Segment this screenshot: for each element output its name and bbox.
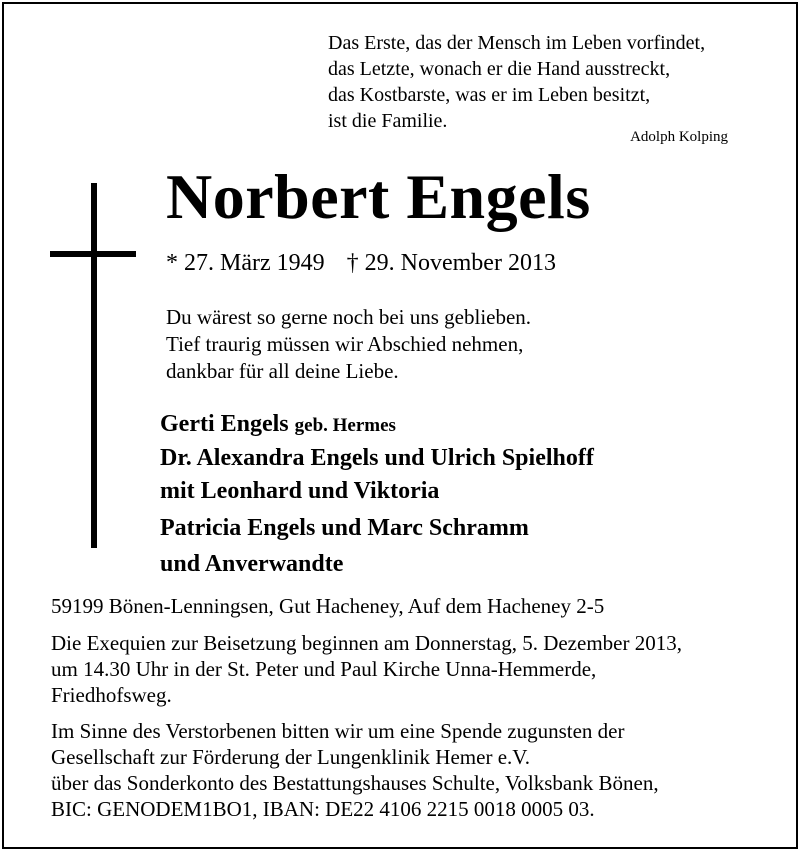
verse-line: dankbar für all deine Liebe. <box>166 359 399 383</box>
family-line: und Anverwandte <box>160 551 344 577</box>
address: 59199 Bönen-Lenningsen, Gut Hacheney, Auf dem Hacheney 2-5 <box>51 594 605 618</box>
cross-icon-horizontal <box>50 251 136 257</box>
donation-info-line: über das Sonderkonto des Bestattungshauses Schulte, Volksbank Bönen, <box>51 771 659 795</box>
family-line: Patricia Engels und Marc Schramm <box>160 515 529 541</box>
verse-line: Tief traurig müssen wir Abschied nehmen, <box>166 332 524 356</box>
cross-icon-vertical <box>91 183 97 548</box>
family-widow <box>160 408 594 442</box>
life-dates <box>166 250 556 277</box>
family-line: Dr. Alexandra Engels und Ulrich Spielhoff <box>160 445 594 471</box>
quote-line: Das Erste, das der Mensch im Leben vorfindet, <box>328 32 706 54</box>
donation-info-line: BIC: GENODEM1BO1, IBAN: DE22 4106 2215 0018 0005 03. <box>51 797 595 821</box>
quote-block <box>328 30 705 134</box>
funeral-info <box>51 630 682 708</box>
quote-author: Adolph Kolping <box>630 129 728 145</box>
widow-name: Gerti Engels <box>160 411 289 437</box>
funeral-info-line: um 14.30 Uhr in der St. Peter und Paul Kirche Unna-Hemmerde, <box>51 657 597 681</box>
mourning-verse <box>166 304 531 385</box>
donation-info-line: Gesellschaft zur Förderung der Lungenklinik Hemer e.V. <box>51 745 530 769</box>
widow-maiden-name: geb. Hermes <box>294 415 396 436</box>
funeral-info-line: Die Exequien zur Beisetzung beginnen am Donnerstag, 5. Dezember 2013, <box>51 631 682 655</box>
donation-info-line: Im Sinne des Verstorbenen bitten wir um eine Spende zugunsten der <box>51 719 625 743</box>
quote-line: ist die Familie. <box>328 110 448 132</box>
death-date: † 29. November 2013 <box>346 250 556 276</box>
quote-line: das Letzte, wonach er die Hand ausstreckt, <box>328 58 671 80</box>
verse-line: Du wärest so gerne noch bei uns geblieben. <box>166 305 532 329</box>
quote-line: das Kostbarste, was er im Leben besitzt, <box>328 84 651 106</box>
deceased-name: Norbert Engels <box>166 161 591 232</box>
birth-date: * 27. März 1949 <box>166 250 325 276</box>
funeral-info-line: Friedhofsweg. <box>51 683 172 707</box>
family-list <box>160 408 594 581</box>
donation-info <box>51 718 659 822</box>
family-line: mit Leonhard und Viktoria <box>160 478 440 504</box>
